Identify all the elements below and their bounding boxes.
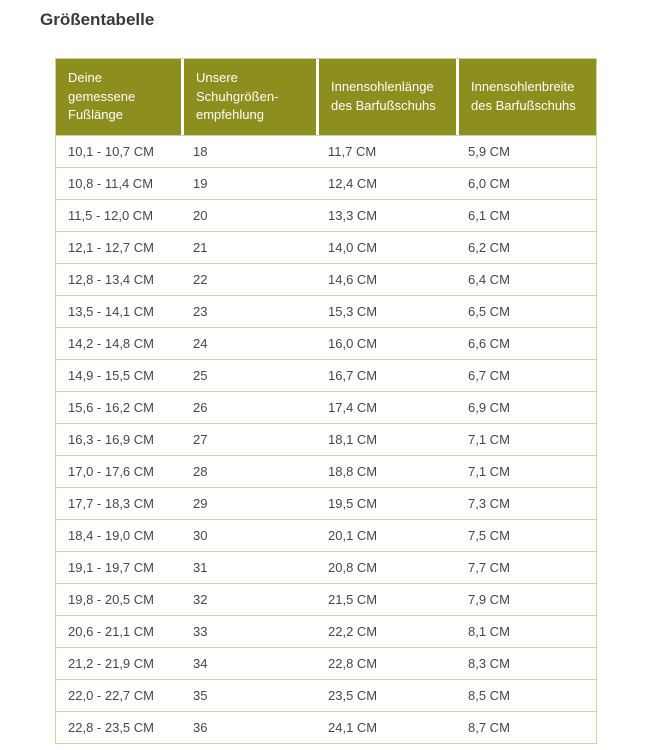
- table-cell: 12,4 CM: [316, 167, 456, 199]
- column-header: Innensohlenlänge des Barfußschuhs: [316, 59, 456, 136]
- table-cell: 20,8 CM: [316, 551, 456, 583]
- table-cell: 6,9 CM: [456, 391, 596, 423]
- table-cell: 27: [181, 423, 316, 455]
- table-cell: 8,1 CM: [456, 615, 596, 647]
- table-cell: 16,3 - 16,9 CM: [56, 423, 181, 455]
- table-cell: 22,0 - 22,7 CM: [56, 679, 181, 711]
- page-title: Größentabelle: [40, 10, 155, 29]
- table-cell: 16,0 CM: [316, 327, 456, 359]
- table-cell: 12,8 - 13,4 CM: [56, 263, 181, 295]
- table-row: [56, 551, 596, 583]
- table-row: [56, 359, 596, 391]
- table-cell: 6,2 CM: [456, 231, 596, 263]
- table-cell: 21: [181, 231, 316, 263]
- table-cell: 6,0 CM: [456, 167, 596, 199]
- table-cell: 22: [181, 263, 316, 295]
- table-cell: 17,0 - 17,6 CM: [56, 455, 181, 487]
- table-row: [56, 199, 596, 231]
- table-cell: 7,9 CM: [456, 583, 596, 615]
- table-cell: 15,3 CM: [316, 295, 456, 327]
- table-row: [56, 615, 596, 647]
- table-row: [56, 263, 596, 295]
- table-row: [56, 679, 596, 711]
- size-table-body: [56, 135, 596, 743]
- size-table-header: [56, 59, 596, 136]
- table-cell: 6,4 CM: [456, 263, 596, 295]
- header-row: [56, 59, 596, 136]
- table-cell: 15,6 - 16,2 CM: [56, 391, 181, 423]
- table-cell: 6,7 CM: [456, 359, 596, 391]
- table-cell: 19,5 CM: [316, 487, 456, 519]
- table-cell: 12,1 - 12,7 CM: [56, 231, 181, 263]
- table-cell: 28: [181, 455, 316, 487]
- table-cell: 10,1 - 10,7 CM: [56, 135, 181, 167]
- table-row: [56, 583, 596, 615]
- table-cell: 25: [181, 359, 316, 391]
- table-cell: 22,8 - 23,5 CM: [56, 711, 181, 743]
- table-cell: 8,5 CM: [456, 679, 596, 711]
- table-cell: 14,2 - 14,8 CM: [56, 327, 181, 359]
- column-header: Innensohlenbreite des Barfußschuhs: [456, 59, 596, 136]
- table-cell: 18: [181, 135, 316, 167]
- column-header: Deine gemessene Fußlänge: [56, 59, 181, 136]
- table-cell: 7,1 CM: [456, 455, 596, 487]
- table-cell: 21,5 CM: [316, 583, 456, 615]
- table-cell: 20,6 - 21,1 CM: [56, 615, 181, 647]
- table-cell: 19,8 - 20,5 CM: [56, 583, 181, 615]
- table-cell: 21,2 - 21,9 CM: [56, 647, 181, 679]
- table-cell: 6,1 CM: [456, 199, 596, 231]
- table-row: [56, 519, 596, 551]
- table-cell: 11,7 CM: [316, 135, 456, 167]
- table-cell: 24: [181, 327, 316, 359]
- table-row: [56, 487, 596, 519]
- table-cell: 13,5 - 14,1 CM: [56, 295, 181, 327]
- table-cell: 26: [181, 391, 316, 423]
- table-cell: 14,0 CM: [316, 231, 456, 263]
- table-cell: 17,7 - 18,3 CM: [56, 487, 181, 519]
- table-cell: 36: [181, 711, 316, 743]
- table-cell: 23,5 CM: [316, 679, 456, 711]
- table-row: [56, 647, 596, 679]
- table-cell: 18,4 - 19,0 CM: [56, 519, 181, 551]
- table-cell: 32: [181, 583, 316, 615]
- table-cell: 7,3 CM: [456, 487, 596, 519]
- table-cell: 35: [181, 679, 316, 711]
- table-cell: 30: [181, 519, 316, 551]
- table-cell: 33: [181, 615, 316, 647]
- table-cell: 34: [181, 647, 316, 679]
- table-cell: 7,1 CM: [456, 423, 596, 455]
- table-cell: 19: [181, 167, 316, 199]
- table-cell: 8,3 CM: [456, 647, 596, 679]
- table-cell: 7,5 CM: [456, 519, 596, 551]
- table-row: [56, 455, 596, 487]
- table-row: [56, 167, 596, 199]
- table-cell: 22,8 CM: [316, 647, 456, 679]
- table-cell: 17,4 CM: [316, 391, 456, 423]
- table-cell: 20,1 CM: [316, 519, 456, 551]
- table-cell: 14,6 CM: [316, 263, 456, 295]
- table-cell: 14,9 - 15,5 CM: [56, 359, 181, 391]
- table-row: [56, 391, 596, 423]
- table-cell: 22,2 CM: [316, 615, 456, 647]
- table-row: [56, 295, 596, 327]
- table-cell: 24,1 CM: [316, 711, 456, 743]
- table-row: [56, 231, 596, 263]
- table-cell: 20: [181, 199, 316, 231]
- table-cell: 10,8 - 11,4 CM: [56, 167, 181, 199]
- table-row: [56, 423, 596, 455]
- table-row: [56, 327, 596, 359]
- table-cell: 8,7 CM: [456, 711, 596, 743]
- table-cell: 18,1 CM: [316, 423, 456, 455]
- table-cell: 31: [181, 551, 316, 583]
- table-row: [56, 711, 596, 743]
- table-cell: 13,3 CM: [316, 199, 456, 231]
- table-cell: 11,5 - 12,0 CM: [56, 199, 181, 231]
- table-cell: 16,7 CM: [316, 359, 456, 391]
- column-header: Unsere Schuhgrößenempfehlung: [181, 59, 316, 136]
- table-cell: 7,7 CM: [456, 551, 596, 583]
- table-cell: 18,8 CM: [316, 455, 456, 487]
- size-table: [55, 58, 597, 745]
- table-row: [56, 135, 596, 167]
- table-cell: 23: [181, 295, 316, 327]
- table-cell: 6,5 CM: [456, 295, 596, 327]
- table-cell: 5,9 CM: [456, 135, 596, 167]
- table-cell: 29: [181, 487, 316, 519]
- table-cell: 19,1 - 19,7 CM: [56, 551, 181, 583]
- table-cell: 6,6 CM: [456, 327, 596, 359]
